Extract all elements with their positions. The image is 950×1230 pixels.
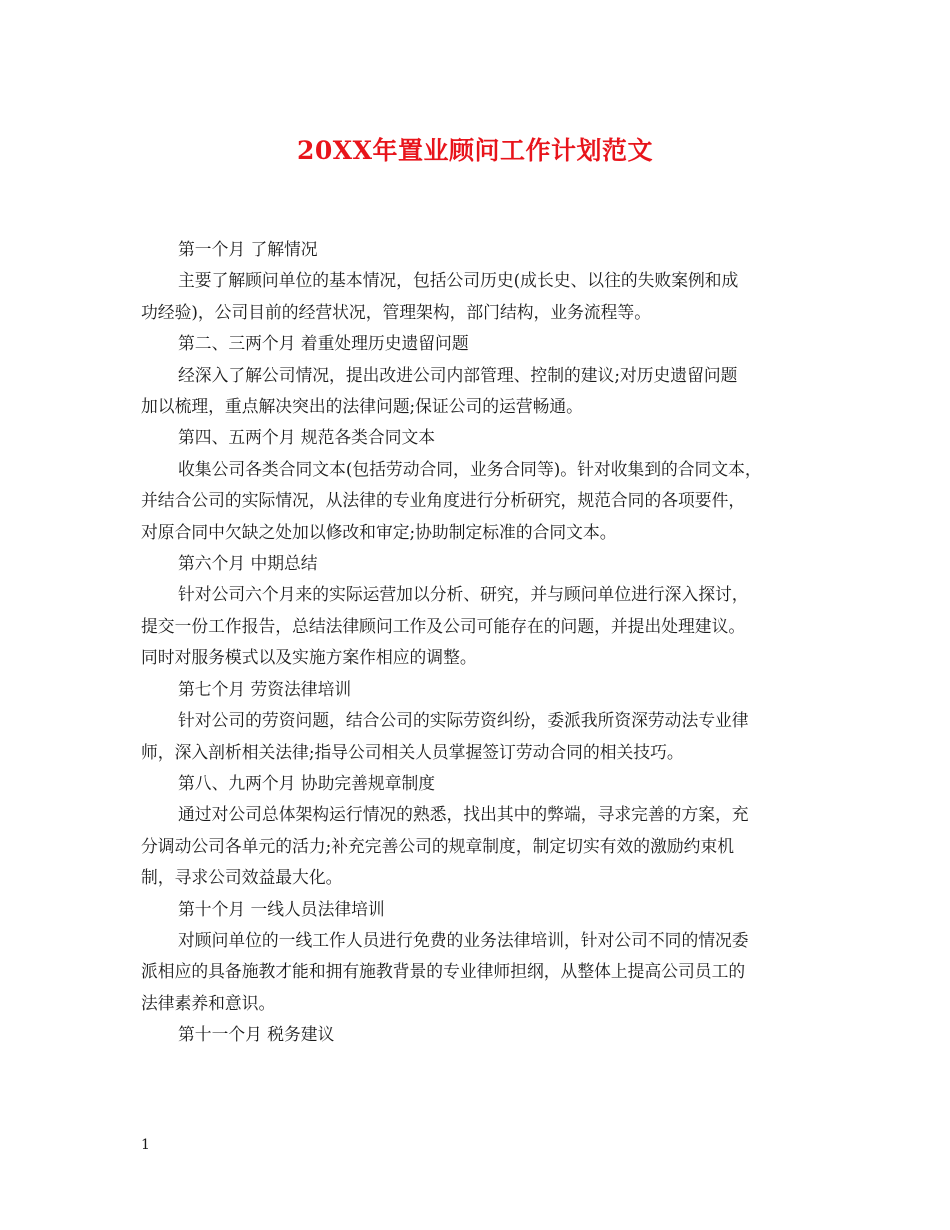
document-title: 20XX年置业顾问工作计划范文 xyxy=(296,136,654,165)
paragraph xyxy=(141,328,811,359)
paragraph xyxy=(141,234,811,265)
paragraph xyxy=(141,1019,811,1050)
text-line: 法律素养和意识。 xyxy=(141,992,276,1013)
text-line: 提交一份工作报告，总结法律顾问工作及公司可能存在的问题，并提出处理建议。 xyxy=(141,615,746,636)
paragraph xyxy=(141,454,811,548)
text-line: 第六个月 中期总结 xyxy=(178,553,318,574)
paragraph xyxy=(141,360,811,423)
text-line: 分调动公司各单元的活力;补充完善公司的规章制度，制定切实有效的激励约束机 xyxy=(141,835,735,856)
text-line: 第二、三两个月 着重处理历史遗留问题 xyxy=(178,333,469,354)
text-line: 主要了解顾问单位的基本情况，包括公司历史(成长史、以往的失败案例和成 xyxy=(178,270,739,291)
text-line: 加以梳理，重点解决突出的法律问题;保证公司的运营畅通。 xyxy=(141,396,583,417)
text-line: 第七个月 劳资法律培训 xyxy=(178,678,352,699)
paragraph xyxy=(141,894,811,925)
text-line: 经深入了解公司情况，提出改进公司内部管理、控制的建议;对历史遗留问题 xyxy=(178,364,738,385)
paragraph xyxy=(141,579,811,673)
paragraph xyxy=(141,548,811,579)
text-line: 通过对公司总体架构运行情况的熟悉，找出其中的弊端，寻求完善的方案，充 xyxy=(178,804,749,825)
paragraph xyxy=(141,768,811,799)
paragraph xyxy=(141,799,811,893)
text-line: 并结合公司的实际情况，从法律的专业角度进行分析研究，规范合同的各项要件， xyxy=(141,490,746,511)
page-number: 1 xyxy=(141,1137,150,1153)
text-line: 第一个月 了解情况 xyxy=(178,239,318,259)
text-line: 同时对服务模式以及实施方案作相应的调整。 xyxy=(141,647,477,668)
text-line: 制，寻求公司效益最大化。 xyxy=(141,867,343,888)
paragraph xyxy=(141,265,811,328)
paragraph xyxy=(141,674,811,705)
paragraph xyxy=(141,422,811,453)
text-line: 第四、五两个月 规范各类合同文本 xyxy=(178,427,436,448)
text-line: 收集公司各类合同文本(包括劳动合同，业务合同等)。针对收集到的合同文本， xyxy=(178,458,762,479)
text-line: 对原合同中欠缺之处加以修改和审定;协助制定标准的合同文本。 xyxy=(141,521,617,542)
paragraph xyxy=(141,925,811,1019)
text-line: 派相应的具备施教才能和拥有施教背景的专业律师担纲，从整体上提高公司员工的 xyxy=(141,961,746,982)
paragraph xyxy=(141,705,811,768)
text-line: 第十一个月 税务建议 xyxy=(178,1024,335,1045)
text-line: 第十个月 一线人员法律培训 xyxy=(178,898,385,919)
text-line: 功经验)，公司目前的经营状况，管理架构，部门结构，业务流程等。 xyxy=(141,301,651,322)
text-line: 对顾问单位的一线工作人员进行免费的业务法律培训，针对公司不同的情况委 xyxy=(178,929,749,950)
text-line: 针对公司的劳资问题，结合公司的实际劳资纠纷，委派我所资深劳动法专业律 xyxy=(178,710,749,731)
text-line: 第八、九两个月 协助完善规章制度 xyxy=(178,772,436,793)
text-line: 针对公司六个月来的实际运营加以分析、研究，并与顾问单位进行深入探讨， xyxy=(178,584,749,605)
text-line: 师，深入剖析相关法律;指导公司相关人员掌握签订劳动合同的相关技巧。 xyxy=(141,741,684,762)
document-body xyxy=(141,234,811,1051)
